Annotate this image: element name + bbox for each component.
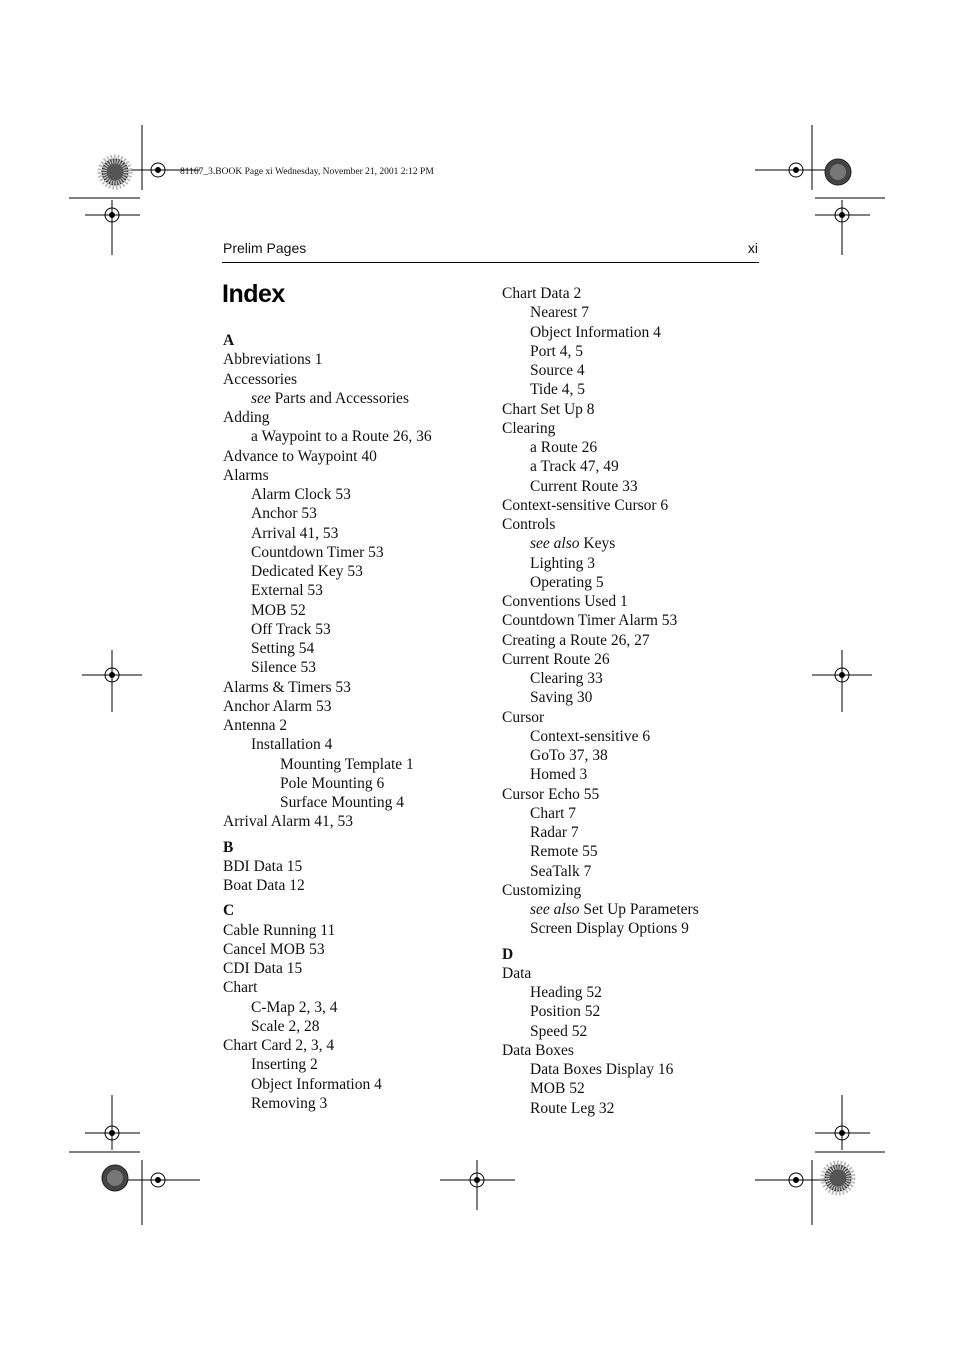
- index-entry: Current Route 33: [530, 477, 638, 495]
- index-entry: Dedicated Key 53: [251, 563, 363, 580]
- print-slug: 81167_3.BOOK Page xi Wednesday, November 21, 2001 2:12 PM: [180, 167, 434, 177]
- index-entry: Anchor Alarm 53: [223, 697, 332, 715]
- index-entry: Object Information 4: [530, 323, 661, 341]
- index-entry: Route Leg 32: [530, 1099, 615, 1117]
- index-entry: MOB 52: [530, 1080, 585, 1098]
- index-entry: Chart Card 2, 3, 4: [223, 1037, 335, 1054]
- index-entry: Adding: [223, 409, 270, 426]
- index-letter-heading: A: [223, 332, 235, 349]
- index-entry: Creating a Route 26, 27: [502, 631, 650, 649]
- index-entry: Installation 4: [251, 736, 333, 754]
- index-entry: Clearing 33: [530, 670, 603, 687]
- index-entry: a Track 47, 49: [530, 458, 619, 476]
- index-entry: External 53: [251, 582, 323, 600]
- index-letter-heading: D: [502, 945, 514, 963]
- index-entry: Pole Mounting 6: [280, 774, 385, 792]
- index-entry: Screen Display Options 9: [530, 920, 689, 938]
- index-entry: Countdown Timer 53: [251, 543, 384, 561]
- index-entry: [502, 900, 762, 919]
- index-entry: [502, 534, 762, 553]
- index-entry: Cable Running 11: [223, 921, 336, 939]
- index-entry: Clearing: [502, 419, 556, 437]
- index-entry: Boat Data 12: [223, 877, 305, 894]
- running-header: [222, 240, 759, 263]
- index-entry: Chart: [223, 979, 258, 997]
- index-entry: Off Track 53: [251, 620, 331, 638]
- index-entry: Remote 55: [530, 843, 598, 861]
- index-entry: BDI Data 15: [223, 857, 303, 875]
- cross-reference-target: Parts and Accessories: [270, 389, 409, 407]
- index-entry: C-Map 2, 3, 4: [251, 998, 338, 1016]
- index-entry: Chart Data 2: [502, 285, 582, 302]
- index-entry: MOB 52: [251, 601, 306, 619]
- index-entry: Countdown Timer Alarm 53: [502, 612, 678, 630]
- index-entry: Port 4, 5: [530, 342, 583, 360]
- page-number: xi: [747, 240, 758, 256]
- page-title: Index: [222, 280, 285, 308]
- index-entry: Context-sensitive 6: [530, 727, 651, 745]
- index-entry: Data Boxes: [502, 1041, 574, 1059]
- index-entry: Conventions Used 1: [502, 593, 628, 610]
- index-entry: CDI Data 15: [223, 960, 303, 977]
- index-entry: Context-sensitive Cursor 6: [502, 496, 669, 514]
- index-entry: Removing 3: [251, 1094, 328, 1112]
- index-entry: a Waypoint to a Route 26, 36: [251, 428, 432, 446]
- index-entry: Advance to Waypoint 40: [223, 447, 377, 465]
- index-letter-heading: C: [223, 902, 235, 920]
- index-column-left: [223, 331, 483, 1113]
- index-entry: Source 4: [530, 362, 585, 379]
- index-entry: Data: [502, 964, 532, 982]
- index-column-right: [502, 284, 762, 1118]
- cross-reference-prefix: see also: [530, 901, 580, 918]
- index-entry: Mounting Template 1: [280, 755, 414, 773]
- cross-reference-target: Keys: [579, 535, 616, 553]
- index-entry: Alarm Clock 53: [251, 486, 351, 503]
- index-entry: Controls: [502, 516, 556, 533]
- index-entry: Accessories: [223, 370, 298, 388]
- index-entry: Current Route 26: [502, 650, 610, 668]
- index-entry: Alarms: [223, 466, 269, 484]
- cross-reference-target: Set Up Parameters: [579, 901, 699, 918]
- index-entry: a Route 26: [530, 439, 598, 456]
- index-entry: Alarms & Timers 53: [223, 678, 351, 696]
- index-entry: GoTo 37, 38: [530, 747, 608, 764]
- index-entry: SeaTalk 7: [530, 862, 592, 880]
- index-entry: Scale 2, 28: [251, 1017, 320, 1035]
- index-entry: Heading 52: [530, 984, 602, 1001]
- index-entry: Radar 7: [530, 824, 579, 841]
- index-entry: Inserting 2: [251, 1056, 318, 1074]
- index-entry: Antenna 2: [223, 717, 288, 734]
- index-entry: Setting 54: [251, 640, 315, 657]
- index-entry: Position 52: [530, 1003, 601, 1021]
- cross-reference-prefix: see: [251, 389, 271, 407]
- index-entry: Object Information 4: [251, 1075, 382, 1093]
- index-entry: Chart Set Up 8: [502, 400, 595, 418]
- index-entry: Abbreviations 1: [223, 351, 323, 369]
- index-entry: Tide 4, 5: [530, 381, 585, 399]
- index-entry: [223, 389, 483, 408]
- index-entry: Arrival 41, 53: [251, 524, 339, 542]
- index-entry: Surface Mounting 4: [280, 794, 404, 811]
- index-entry: Customizing: [502, 881, 582, 899]
- index-entry: Anchor 53: [251, 505, 317, 523]
- index-entry: Operating 5: [530, 573, 604, 591]
- index-entry: Chart 7: [530, 804, 577, 822]
- index-entry: Silence 53: [251, 659, 316, 677]
- index-entry: Speed 52: [530, 1022, 588, 1040]
- index-entry: Nearest 7: [530, 304, 589, 322]
- index-entry: Saving 30: [530, 689, 593, 707]
- index-entry: Cursor Echo 55: [502, 785, 600, 803]
- section-name: Prelim Pages: [223, 240, 307, 256]
- index-entry: Homed 3: [530, 766, 588, 784]
- index-entry: Cancel MOB 53: [223, 940, 325, 958]
- index-entry: Lighting 3: [530, 554, 596, 572]
- index-entry: Data Boxes Display 16: [530, 1061, 674, 1078]
- index-entry: Arrival Alarm 41, 53: [223, 813, 354, 831]
- index-entry: Cursor: [502, 708, 545, 726]
- index-letter-heading: B: [223, 838, 234, 856]
- cross-reference-prefix: see also: [530, 535, 580, 553]
